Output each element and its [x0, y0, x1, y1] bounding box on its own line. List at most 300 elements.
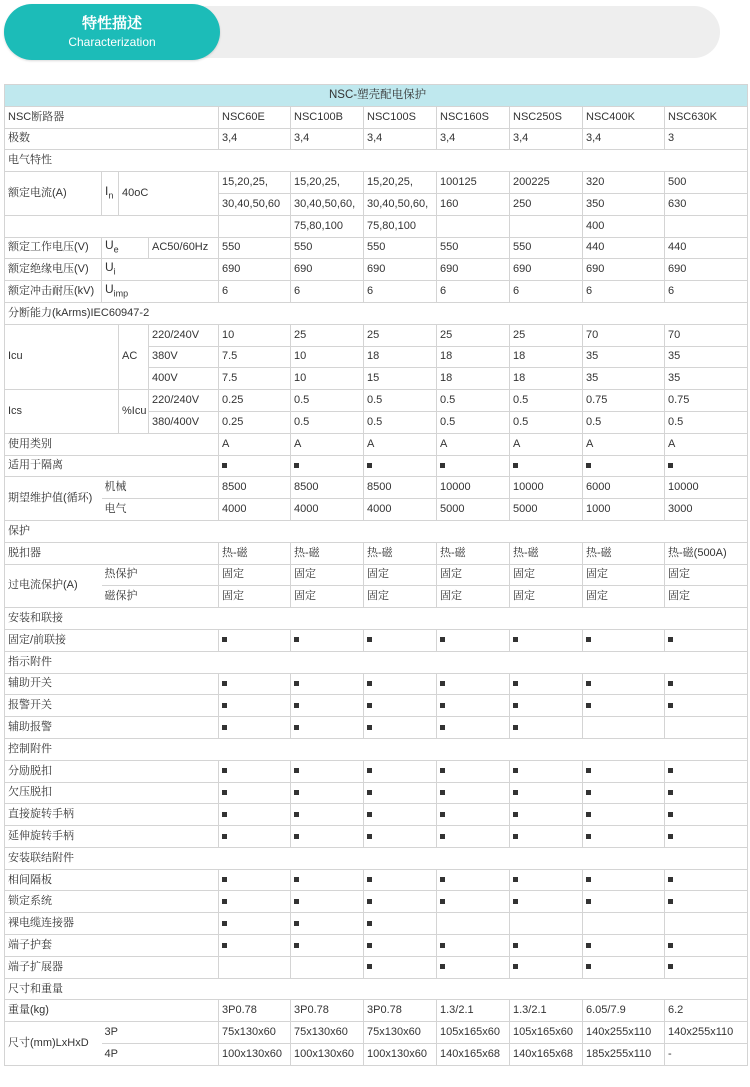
value-cell: [219, 215, 291, 237]
voltage-cell: 380V: [149, 346, 219, 368]
table-row: [5, 542, 748, 564]
table-row: [5, 804, 748, 826]
table-row: [5, 433, 748, 455]
mark-cell: [219, 956, 291, 978]
filled-square-icon: [586, 899, 591, 904]
mark-cell: [583, 695, 665, 717]
mark-cell: [364, 673, 437, 695]
filled-square-icon: [440, 964, 445, 969]
section-label: 控制附件: [5, 738, 748, 760]
value-cell: [437, 215, 510, 237]
filled-square-icon: [367, 877, 372, 882]
value-cell: 3,4: [583, 128, 665, 150]
row-label: 过电流保护(A): [5, 564, 102, 608]
voltage-cell: 400V: [149, 368, 219, 390]
type-cell: AC: [119, 324, 149, 389]
sub-label: 机械: [102, 477, 219, 499]
symbol-cell: $I_n$: [102, 172, 119, 216]
value-cell: 690: [583, 259, 665, 281]
symbol-cell: $U_{imp}$: [102, 281, 219, 303]
mark-cell: [364, 695, 437, 717]
mark-cell: [583, 782, 665, 804]
row-label: 固定/前联接: [5, 629, 219, 651]
value-cell: 75x130x60: [291, 1022, 364, 1044]
filled-square-icon: [294, 703, 299, 708]
row-label: 端子扩展器: [5, 956, 219, 978]
mark-cell: [219, 760, 291, 782]
value-cell: 75,80,100: [291, 215, 364, 237]
mark-cell: [291, 455, 364, 477]
model-header: NSC60E: [219, 106, 291, 128]
value-cell: 0.25: [219, 390, 291, 412]
filled-square-icon: [668, 790, 673, 795]
table-row: [5, 1000, 748, 1022]
section-label: 指示附件: [5, 651, 748, 673]
mark-cell: [665, 455, 748, 477]
section-row: [5, 150, 748, 172]
filled-square-icon: [513, 768, 518, 773]
filled-square-icon: [440, 943, 445, 948]
value-cell: 3P0.78: [219, 1000, 291, 1022]
value-cell: 550: [291, 237, 364, 259]
table-row: [5, 564, 748, 586]
value-cell: -: [665, 1044, 748, 1066]
mark-cell: [291, 717, 364, 739]
value-cell: 350: [583, 193, 665, 215]
mark-cell: [583, 891, 665, 913]
row-label: 报警开关: [5, 695, 219, 717]
filled-square-icon: [222, 463, 227, 468]
filled-square-icon: [513, 812, 518, 817]
filled-square-icon: [668, 899, 673, 904]
filled-square-icon: [367, 790, 372, 795]
row-label: 裸电缆连接器: [5, 913, 219, 935]
value-cell: 15,20,25,: [219, 172, 291, 194]
table-row: [5, 215, 748, 237]
section-row: [5, 978, 748, 1000]
filled-square-icon: [668, 637, 673, 642]
mark-cell: [364, 804, 437, 826]
mark-cell: [291, 826, 364, 848]
table-row: [5, 913, 748, 935]
table-row: [5, 782, 748, 804]
value-cell: 690: [510, 259, 583, 281]
section-label: 保护: [5, 520, 748, 542]
value-cell: 0.5: [291, 411, 364, 433]
type-cell: %Icu: [119, 390, 149, 434]
filled-square-icon: [222, 725, 227, 730]
filled-square-icon: [586, 463, 591, 468]
mark-cell: [665, 760, 748, 782]
section-label: 分断能力(kArms)IEC60947-2: [5, 302, 748, 324]
mark-cell: [219, 891, 291, 913]
filled-square-icon: [586, 812, 591, 817]
value-cell: 35: [583, 368, 665, 390]
filled-square-icon: [294, 899, 299, 904]
value-cell: 10000: [510, 477, 583, 499]
value-cell: 100125: [437, 172, 510, 194]
mark-cell: [437, 629, 510, 651]
value-cell: 15,20,25,: [291, 172, 364, 194]
filled-square-icon: [513, 637, 518, 642]
row-label: 额定工作电压(V): [5, 237, 102, 259]
value-cell: 690: [219, 259, 291, 281]
row-label: 额定绝缘电压(V): [5, 259, 102, 281]
value-cell: 400: [583, 215, 665, 237]
mark-cell: [364, 913, 437, 935]
filled-square-icon: [586, 703, 591, 708]
value-cell: 140x165x68: [437, 1044, 510, 1066]
mark-cell: [665, 629, 748, 651]
value-cell: 320: [583, 172, 665, 194]
filled-square-icon: [668, 768, 673, 773]
value-cell: 3,4: [510, 128, 583, 150]
value-cell: 5000: [510, 499, 583, 521]
filled-square-icon: [440, 790, 445, 795]
value-cell: 3,4: [291, 128, 364, 150]
mark-cell: [291, 869, 364, 891]
filled-square-icon: [222, 943, 227, 948]
mark-cell: [437, 891, 510, 913]
sub-label: 4P: [102, 1044, 219, 1066]
filled-square-icon: [222, 899, 227, 904]
row-label: Ics: [5, 390, 119, 434]
value-cell: A: [364, 433, 437, 455]
row-label: 脱扣器: [5, 542, 219, 564]
value-cell: 6: [364, 281, 437, 303]
table-row: [5, 891, 748, 913]
mark-cell: [219, 804, 291, 826]
row-label: 延伸旋转手柄: [5, 826, 219, 848]
table-row: [5, 869, 748, 891]
mark-cell: [364, 760, 437, 782]
filled-square-icon: [222, 812, 227, 817]
value-cell: 0.5: [583, 411, 665, 433]
filled-square-icon: [294, 637, 299, 642]
table-row: [5, 237, 748, 259]
row-label: 辅助报警: [5, 717, 219, 739]
value-cell: 10000: [437, 477, 510, 499]
mark-cell: [665, 673, 748, 695]
filled-square-icon: [668, 943, 673, 948]
value-cell: 3,4: [219, 128, 291, 150]
value-cell: 75x130x60: [219, 1022, 291, 1044]
mark-cell: [665, 891, 748, 913]
mark-cell: [665, 804, 748, 826]
mark-cell: [510, 760, 583, 782]
table-row: [5, 128, 748, 150]
table-row: [5, 390, 748, 412]
mark-cell: [291, 804, 364, 826]
value-cell: 140x165x68: [510, 1044, 583, 1066]
table-row: [5, 259, 748, 281]
value-cell: 100x130x60: [364, 1044, 437, 1066]
value-cell: 18: [364, 346, 437, 368]
section-row: [5, 847, 748, 869]
filled-square-icon: [440, 725, 445, 730]
mark-cell: [291, 913, 364, 935]
filled-square-icon: [294, 463, 299, 468]
table-row: [5, 1044, 748, 1066]
value-cell: 固定: [219, 586, 291, 608]
value-cell: A: [510, 433, 583, 455]
sub-label: 磁保护: [102, 586, 219, 608]
mark-cell: [583, 455, 665, 477]
table-row: [5, 935, 748, 957]
mark-cell: [665, 695, 748, 717]
section-row: [5, 738, 748, 760]
filled-square-icon: [586, 834, 591, 839]
value-cell: 0.75: [665, 390, 748, 412]
row-label: Icu: [5, 324, 119, 389]
value-cell: 8500: [219, 477, 291, 499]
section-header: [4, 4, 720, 60]
value-cell: 140x255x110: [583, 1022, 665, 1044]
value-cell: 440: [665, 237, 748, 259]
value-cell: 6000: [583, 477, 665, 499]
value-cell: 固定: [364, 564, 437, 586]
filled-square-icon: [367, 921, 372, 926]
value-cell: 1.3/2.1: [437, 1000, 510, 1022]
value-cell: 550: [364, 237, 437, 259]
filled-square-icon: [294, 790, 299, 795]
mark-cell: [219, 913, 291, 935]
filled-square-icon: [513, 703, 518, 708]
mark-cell: [437, 455, 510, 477]
sub-label: 热保护: [102, 564, 219, 586]
value-cell: 固定: [437, 586, 510, 608]
mark-cell: [583, 869, 665, 891]
filled-square-icon: [294, 812, 299, 817]
value-cell: 10: [219, 324, 291, 346]
voltage-cell: 220/240V: [149, 324, 219, 346]
value-cell: 35: [665, 346, 748, 368]
filled-square-icon: [440, 768, 445, 773]
model-header: NSC630K: [665, 106, 748, 128]
mark-cell: [219, 717, 291, 739]
value-cell: 3P0.78: [291, 1000, 364, 1022]
filled-square-icon: [513, 463, 518, 468]
filled-square-icon: [586, 877, 591, 882]
filled-square-icon: [668, 812, 673, 817]
value-cell: 75,80,100: [364, 215, 437, 237]
table-row: [5, 695, 748, 717]
value-cell: 固定: [219, 564, 291, 586]
value-cell: 固定: [510, 564, 583, 586]
filled-square-icon: [513, 899, 518, 904]
value-cell: 35: [665, 368, 748, 390]
table-row: [5, 455, 748, 477]
value-cell: 30,40,50,60,: [291, 193, 364, 215]
filled-square-icon: [367, 463, 372, 468]
spec-table: [4, 84, 748, 1066]
mark-cell: [219, 826, 291, 848]
value-cell: 固定: [583, 564, 665, 586]
mark-cell: [665, 826, 748, 848]
section-row: [5, 608, 748, 630]
section-label: 安装联结附件: [5, 847, 748, 869]
row-label: 欠压脱扣: [5, 782, 219, 804]
filled-square-icon: [222, 637, 227, 642]
value-cell: 6: [291, 281, 364, 303]
row-label: 额定冲击耐压(kV): [5, 281, 102, 303]
row-label: 使用类别: [5, 433, 219, 455]
voltage-cell: 380/400V: [149, 411, 219, 433]
filled-square-icon: [513, 725, 518, 730]
mark-cell: [291, 935, 364, 957]
mark-cell: [510, 695, 583, 717]
value-cell: 0.75: [583, 390, 665, 412]
value-cell: 0.5: [510, 390, 583, 412]
mark-cell: [437, 869, 510, 891]
value-cell: 15,20,25,: [364, 172, 437, 194]
model-header: NSC250S: [510, 106, 583, 128]
table-row: [5, 172, 748, 194]
value-cell: 0.5: [364, 411, 437, 433]
value-cell: 6: [583, 281, 665, 303]
filled-square-icon: [294, 877, 299, 882]
mark-cell: [510, 935, 583, 957]
model-header: NSC100B: [291, 106, 364, 128]
filled-square-icon: [440, 463, 445, 468]
value-cell: 8500: [364, 477, 437, 499]
value-cell: 1000: [583, 499, 665, 521]
value-cell: [665, 215, 748, 237]
row-label: 极数: [5, 128, 219, 150]
value-cell: 0.5: [364, 390, 437, 412]
row-label: 端子护套: [5, 935, 219, 957]
mark-cell: [437, 913, 510, 935]
table-row: [5, 826, 748, 848]
sub-label: 电气: [102, 499, 219, 521]
model-header: NSC160S: [437, 106, 510, 128]
section-row: [5, 520, 748, 542]
filled-square-icon: [222, 703, 227, 708]
filled-square-icon: [513, 790, 518, 795]
value-cell: [510, 215, 583, 237]
mark-cell: [291, 695, 364, 717]
value-cell: 3000: [665, 499, 748, 521]
row-label: NSC断路器: [5, 106, 219, 128]
sub-label: 3P: [102, 1022, 219, 1044]
value-cell: 10000: [665, 477, 748, 499]
mark-cell: [219, 935, 291, 957]
value-cell: 140x255x110: [665, 1022, 748, 1044]
value-cell: 0.5: [437, 390, 510, 412]
row-label: 适用于隔离: [5, 455, 219, 477]
mark-cell: [665, 913, 748, 935]
header-title-cn: 特性描述: [81, 14, 142, 32]
filled-square-icon: [668, 834, 673, 839]
filled-square-icon: [367, 725, 372, 730]
value-cell: 160: [437, 193, 510, 215]
mark-cell: [583, 935, 665, 957]
mark-cell: [219, 782, 291, 804]
mark-cell: [364, 891, 437, 913]
mark-cell: [219, 629, 291, 651]
filled-square-icon: [440, 834, 445, 839]
mark-cell: [665, 782, 748, 804]
mark-cell: [437, 782, 510, 804]
value-cell: 热-磁: [291, 542, 364, 564]
mark-cell: [364, 782, 437, 804]
filled-square-icon: [440, 812, 445, 817]
value-cell: 10: [291, 368, 364, 390]
filled-square-icon: [440, 703, 445, 708]
filled-square-icon: [367, 943, 372, 948]
mark-cell: [291, 782, 364, 804]
mark-cell: [291, 956, 364, 978]
value-cell: A: [665, 433, 748, 455]
value-cell: 250: [510, 193, 583, 215]
value-cell: 10: [291, 346, 364, 368]
mark-cell: [510, 956, 583, 978]
value-cell: 热-磁: [510, 542, 583, 564]
mark-cell: [364, 629, 437, 651]
mark-cell: [510, 673, 583, 695]
symbol-cell: $U_e$: [102, 237, 149, 259]
value-cell: A: [583, 433, 665, 455]
filled-square-icon: [586, 943, 591, 948]
value-cell: 1.3/2.1: [510, 1000, 583, 1022]
mark-cell: [665, 717, 748, 739]
mark-cell: [510, 629, 583, 651]
mark-cell: [583, 913, 665, 935]
filled-square-icon: [294, 921, 299, 926]
value-cell: 固定: [665, 586, 748, 608]
value-cell: 15: [364, 368, 437, 390]
model-header: NSC400K: [583, 106, 665, 128]
value-cell: 690: [437, 259, 510, 281]
filled-square-icon: [668, 964, 673, 969]
mark-cell: [437, 717, 510, 739]
mark-cell: [291, 760, 364, 782]
value-cell: 热-磁: [219, 542, 291, 564]
filled-square-icon: [294, 725, 299, 730]
value-cell: 550: [437, 237, 510, 259]
filled-square-icon: [294, 681, 299, 686]
value-cell: 440: [583, 237, 665, 259]
table-row: [5, 673, 748, 695]
filled-square-icon: [367, 703, 372, 708]
value-cell: 7.5: [219, 368, 291, 390]
value-cell: 固定: [510, 586, 583, 608]
row-label: 辅助开关: [5, 673, 219, 695]
filled-square-icon: [294, 768, 299, 773]
value-cell: 5000: [437, 499, 510, 521]
value-cell: 105x165x60: [510, 1022, 583, 1044]
table-row: [5, 281, 748, 303]
mark-cell: [583, 673, 665, 695]
voltage-cell: 220/240V: [149, 390, 219, 412]
value-cell: 185x255x110: [583, 1044, 665, 1066]
value-cell: 18: [437, 346, 510, 368]
row-label: 额定电流(A): [5, 172, 102, 216]
mark-cell: [665, 956, 748, 978]
row-label: 尺寸(mm)LxHxD: [5, 1022, 102, 1066]
empty-cell: [5, 215, 219, 237]
symbol-cell: $U_i$: [102, 259, 219, 281]
filled-square-icon: [367, 812, 372, 817]
value-cell: 75x130x60: [364, 1022, 437, 1044]
value-cell: 4000: [291, 499, 364, 521]
mark-cell: [219, 869, 291, 891]
value-cell: 690: [364, 259, 437, 281]
filled-square-icon: [586, 790, 591, 795]
filled-square-icon: [367, 899, 372, 904]
value-cell: 热-磁: [364, 542, 437, 564]
mark-cell: [364, 455, 437, 477]
